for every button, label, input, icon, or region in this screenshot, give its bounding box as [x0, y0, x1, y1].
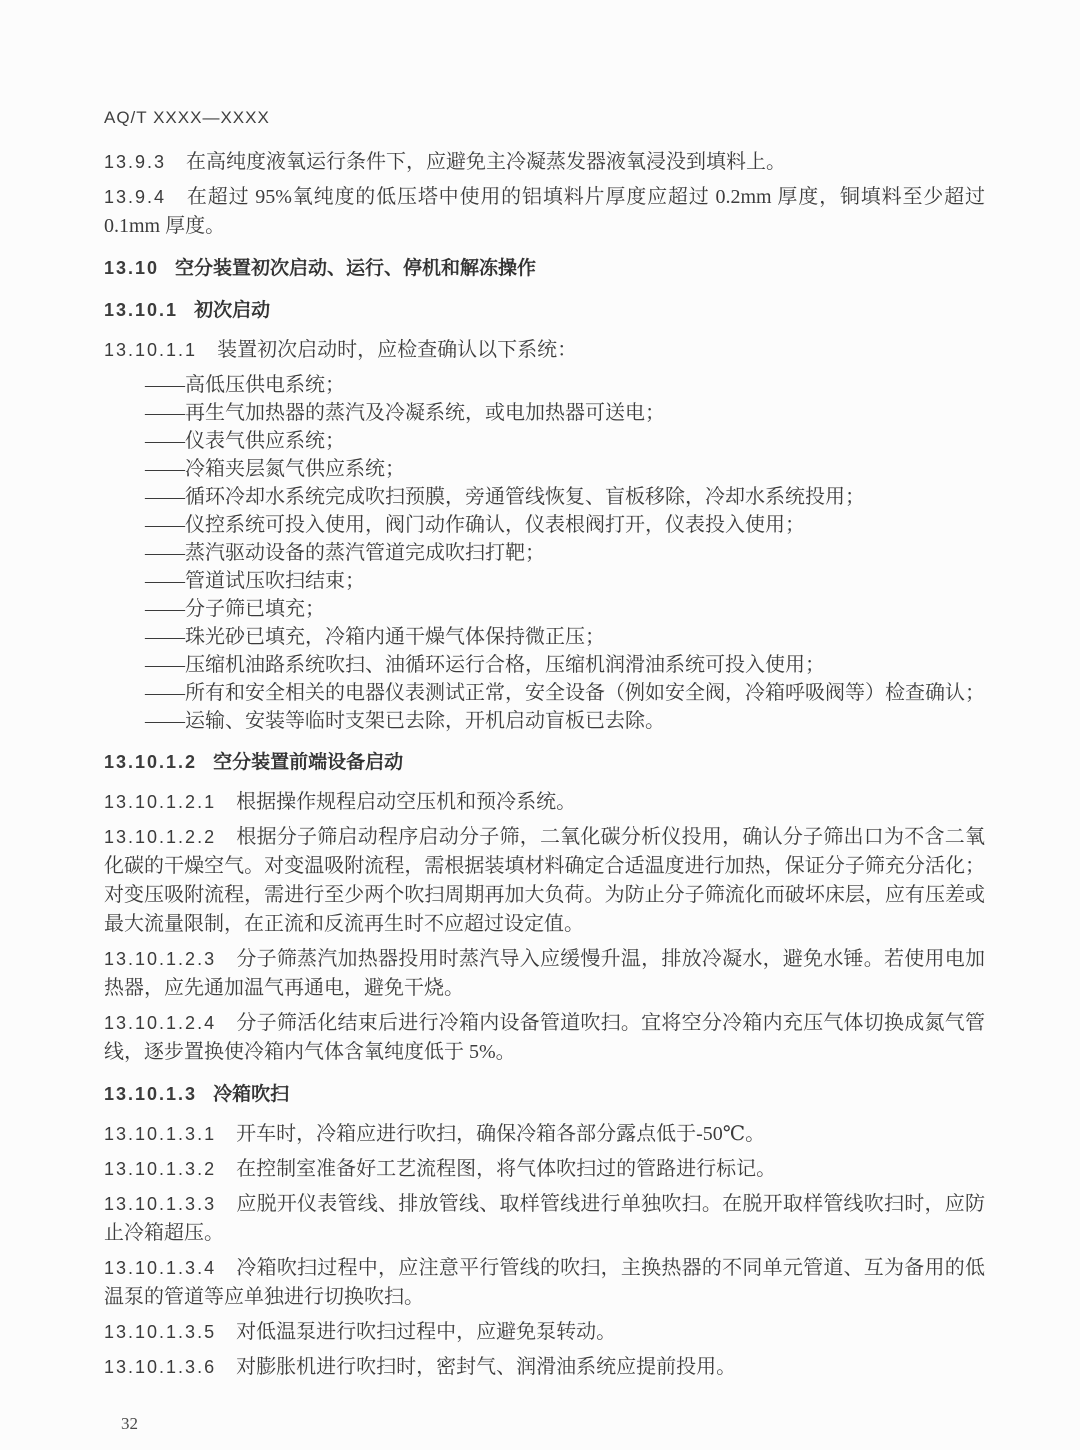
section-heading-13-10: [104, 254, 985, 283]
clause-13-10-1-2-2: [104, 823, 985, 939]
clause-13-10-1-2-1: [104, 788, 985, 817]
clause-number: 13.9.3: [104, 152, 167, 172]
clause-text: 根据分子筛启动程序启动分子筛，二氧化碳分析仪投用，确认分子筛出口为不含二氧化碳的干燥空气。对变温吸附流程，需根据装填材料确定合适温度进行加热，保证分子筛充分活化；对变压吸附流程，需进行至少两个吹扫周期再加大负荷。为防止分子筛流化而破坏床层，应有压差或最大流量限制，在正流和反流再生时不应超过设定值。: [104, 826, 985, 935]
clause-13-10-1-3-3: [104, 1190, 985, 1248]
clause-text: 对低温泵进行吹扫过程中，应避免泵转动。: [236, 1321, 617, 1343]
clause-13-10-1-3-4: [104, 1254, 985, 1312]
list-item: ——压缩机油路系统吹扫、油循环运行合格，压缩机润滑油系统可投入使用；: [145, 654, 825, 676]
clause-number: 13.10.1.3.5: [104, 1322, 217, 1342]
heading-text: 空分装置初次启动、运行、停机和解冻操作: [175, 258, 537, 279]
clause-13-9-4: [104, 183, 985, 241]
clause-number: 13.10.1.2.3: [104, 949, 217, 969]
list-item: ——再生气加热器的蒸汽及冷凝系统，或电加热器可送电；: [145, 402, 665, 424]
clause-text: 分子筛蒸汽加热器投用时蒸汽导入应缓慢升温，排放冷凝水，避免水锤。若使用电加热器，应先通加温气再通电，避免干烧。: [104, 948, 985, 999]
list-item: ——高低压供电系统；: [145, 374, 345, 396]
list-item: ——冷箱夹层氮气供应系统；: [145, 458, 405, 480]
clause-text: 应脱开仪表管线、排放管线、取样管线进行单独吹扫。在脱开取样管线吹扫时，应防止冷箱超压。: [104, 1193, 985, 1244]
clause-13-10-1-1: [104, 336, 985, 365]
clause-13-10-1-3-5: [104, 1318, 985, 1347]
clause-text: 装置初次启动时，应检查确认以下系统：: [217, 339, 578, 361]
heading-text: 初次启动: [194, 300, 271, 321]
clause-text: 冷箱吹扫过程中，应注意平行管线的吹扫，主换热器的不同单元管道、互为备用的低温泵的管道等应单独进行切换吹扫。: [104, 1257, 985, 1308]
heading-number: 13.10.1.3: [104, 1084, 198, 1104]
clause-number: 13.10.1.2.4: [104, 1013, 217, 1033]
heading-text: 冷箱吹扫: [213, 1084, 290, 1105]
heading-number: 13.10.1: [104, 300, 179, 320]
list-item: ——所有和安全相关的电器仪表测试正常，安全设备（例如安全阀，冷箱呼吸阀等）检查确认；: [145, 682, 985, 704]
heading-number: 13.10.1.2: [104, 752, 198, 772]
list-item: ——管道试压吹扫结束；: [145, 570, 365, 592]
heading-number: 13.10: [104, 258, 160, 278]
clause-number: 13.10.1.3.3: [104, 1194, 217, 1214]
list-item: ——分子筛已填充；: [145, 598, 325, 620]
list-item: ——珠光砂已填充，冷箱内通干燥气体保持微正压；: [145, 626, 605, 648]
list-item: ——仪控系统可投入使用，阀门动作确认，仪表根阀打开，仪表投入使用；: [145, 514, 805, 536]
clause-13-10-1-3-1: [104, 1120, 985, 1149]
list-item: ——运输、安装等临时支架已去除，开机启动盲板已去除。: [145, 710, 665, 732]
doc-header: AQ/T XXXX—XXXX: [104, 108, 270, 127]
clause-number: 13.10.1.3.6: [104, 1357, 217, 1377]
clause-text: 根据操作规程启动空压机和预冷系统。: [236, 791, 577, 813]
clause-13-9-3: [104, 148, 985, 177]
section-heading-13-10-1-2: [104, 748, 985, 777]
clause-number: 13.10.1.2.2: [104, 827, 217, 847]
list-item: ——蒸汽驱动设备的蒸汽管道完成吹扫打靶；: [145, 542, 545, 564]
clause-text: 在高纯度液氧运行条件下，应避免主冷凝蒸发器液氧浸没到填料上。: [186, 151, 787, 173]
clause-text: 对膨胀机进行吹扫时，密封气、润滑油系统应提前投用。: [236, 1356, 737, 1378]
clause-number: 13.9.4: [104, 187, 167, 207]
heading-text: 空分装置前端设备启动: [213, 752, 404, 773]
clause-number: 13.10.1.3.1: [104, 1124, 217, 1144]
page-number: 32: [121, 1414, 138, 1433]
section-heading-13-10-1-3: [104, 1080, 985, 1109]
clause-text: 开车时，冷箱应进行吹扫，确保冷箱各部分露点低于-50℃。: [236, 1123, 766, 1145]
clause-number: 13.10.1.3.2: [104, 1159, 217, 1179]
clause-number: 13.10.1.3.4: [104, 1258, 217, 1278]
list-item: ——仪表气供应系统；: [145, 430, 345, 452]
clause-13-10-1-3-2: [104, 1155, 985, 1184]
clause-13-10-1-3-6: [104, 1353, 985, 1382]
clause-text: 在控制室准备好工艺流程图，将气体吹扫过的管路进行标记。: [236, 1158, 777, 1180]
clause-text: 在超过 95%氧纯度的低压塔中使用的铝填料片厚度应超过 0.2mm 厚度，铜填料至少超过 0.1mm 厚度。: [104, 186, 985, 237]
clause-13-10-1-2-3: [104, 945, 985, 1003]
clause-number: 13.10.1.1: [104, 340, 198, 360]
clause-text: 分子筛活化结束后进行冷箱内设备管道吹扫。宜将空分冷箱内充压气体切换成氮气管线，逐步置换使冷箱内气体含氧纯度低于 5%。: [104, 1012, 985, 1063]
clause-13-10-1-2-4: [104, 1009, 985, 1067]
section-heading-13-10-1: [104, 296, 985, 325]
clause-number: 13.10.1.2.1: [104, 792, 217, 812]
list-item: ——循环冷却水系统完成吹扫预膜，旁通管线恢复、盲板移除，冷却水系统投用；: [145, 486, 865, 508]
